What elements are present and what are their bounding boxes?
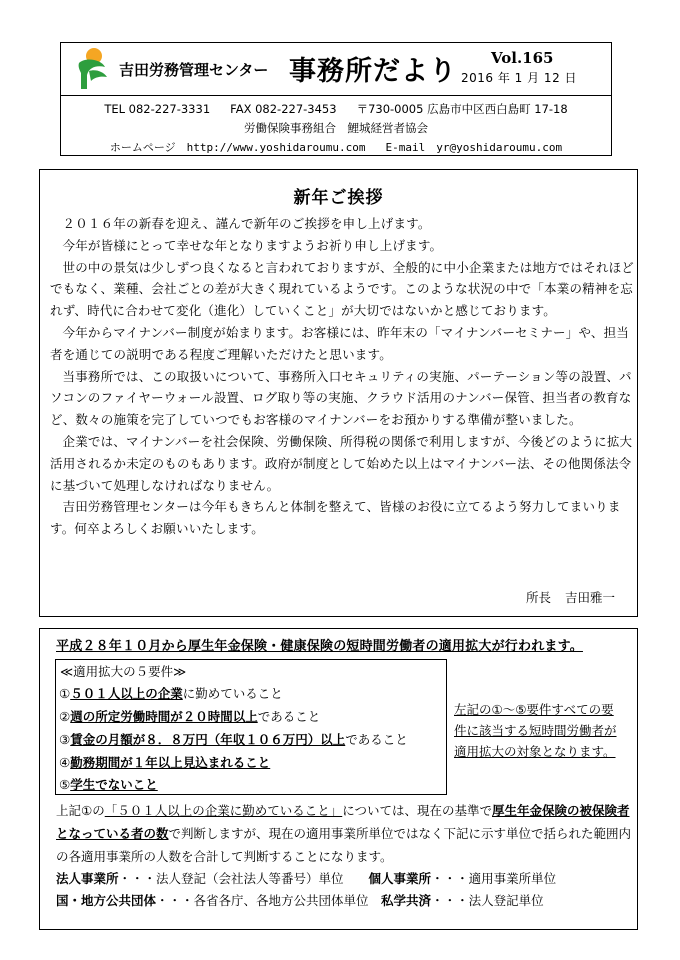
greeting-paragraph: 世の中の景気は少しずつ良くなると言われておりますが、全般的に中小企業または地方ではそれほどでもなく、業種、会社ごとの差が大きく現れているようです。このような状況の中で「本業の精神を忘れず、時代に合わせて変化（進化）していくこと」が大切ではないかと感じております。 (50, 259, 635, 319)
tel: TEL 082-227-3331 (104, 102, 211, 116)
address: 〒730-0005 広島市中区西白島町 17-18 (356, 102, 568, 116)
greeting-paragraph: 今年からマイナンバー制度が始まります。お客様には、昨年末の「マイナンバーセミナー」や、担当者を通じての説明である程度ご理解いただけたと思います。 (50, 324, 630, 362)
greeting-paragraph: 企業では、マイナンバーを社会保険、労働保険、所得税の関係で利用しますが、今後どのように拡大活用されるか未定のものもあります。政府が制度として始めた以上はマイナンバー法、その他関係法令に基づいて処理しなければなりません。 (50, 433, 633, 493)
unit-line: 法人事業所・・・法人登記（会社法人等番号）単位 個人事業所・・・適用事業所単位 (56, 871, 557, 886)
greeting-paragraph: 今年が皆様にとって幸せな年となりますようお祈り申し上げます。 (62, 237, 443, 253)
header-title-row (61, 43, 611, 95)
requirements-heading: ≪適用拡大の５要件≫ (60, 664, 187, 679)
email-link[interactable]: E-mail yr@yoshidaroumu.com (385, 141, 563, 154)
company-name: 吉田労務管理センター (119, 61, 269, 79)
unit-label: 個人事業所 (368, 871, 432, 886)
signature-name: 吉田雅一 (564, 590, 615, 605)
fax: FAX 082-227-3453 (230, 102, 337, 116)
unit-label: 私学共済 (381, 893, 432, 908)
unit-label: 法人事業所 (56, 871, 119, 886)
requirement-item: ⑤学生でないこと (59, 777, 158, 792)
homepage-link[interactable]: ホームページ http://www.yoshidaroumu.com (109, 141, 366, 154)
requirement-item: ③賃金の月額が８．８万円（年収１０６万円）以上であること (59, 732, 408, 747)
notice-body: 上記①の「５０１人以上の企業に勤めていること」については、現在の基準で厚生年金保険の被保険者となっている者の数で判断しますが、現在の適用事業所単位ではなく下記に示す単位で括られた範囲内の各適用事業所の人数を合計して判断することになります。 (56, 803, 632, 864)
notice-section (39, 628, 638, 930)
signature-title: 所長 (525, 590, 551, 605)
greeting-paragraph: ２０１６年の新春を迎え、謹んで新年のご挨拶を申し上げます。 (62, 216, 431, 231)
greeting-paragraph: 吉田労務管理センターは今年もきちんと体制を整えて、皆様のお役に立てるよう努力してまいります。何卒よろしくお願いいたします。 (50, 499, 621, 537)
greeting-title: 新年ご挨拶 (293, 188, 384, 208)
company-logo-icon (75, 47, 111, 91)
greeting-paragraph: 当事務所では、この取扱いについて、事務所入口セキュリティの実施、パーテーション等の設置、パソコンのファイヤーウォール設置、ログ取り等の実施、クラウド活用のナンバー保管、担当者の教育など、数々の施策を完了していつでもお客様のマイナンバーをお預かりする準備が整いました。 (50, 368, 632, 428)
issue-date: 2016 年 1 月 12 日 (461, 71, 578, 85)
unit-line: 国・地方公共団体・・・各省各庁、各地方公共団体単位 私学共済・・・法人登記単位 (56, 893, 544, 908)
associations: 労働保険事務組合 鯉城経営者協会 (244, 121, 428, 135)
contact-info (61, 95, 611, 156)
contact-web-line (61, 139, 611, 155)
unit-label: 国・地方公共団体 (56, 893, 157, 908)
greeting-body (50, 213, 634, 540)
requirements-box (55, 659, 447, 795)
signature (526, 588, 615, 606)
notice-title: 平成２８年１０月から厚生年金保険・健康保険の短時間労働者の適用拡大が行われます。 (56, 639, 583, 654)
requirement-item: ④勤務期間が１年以上見込まれること (59, 755, 271, 770)
requirement-item: ②週の所定労働時間が２０時間以上であること (59, 709, 321, 724)
contact-phone-line (61, 101, 611, 117)
side-note: 左記の①～⑤要件すべての要件に該当する短時間労働者が適用拡大の対象となります。 (454, 702, 617, 759)
volume-number: Vol.165 (491, 49, 554, 67)
newsletter-header (60, 42, 612, 156)
requirement-item: ①５０１人以上の企業に勤めていること (59, 686, 283, 701)
newsletter-title: 事務所だより (289, 56, 457, 87)
greeting-section (39, 169, 638, 617)
